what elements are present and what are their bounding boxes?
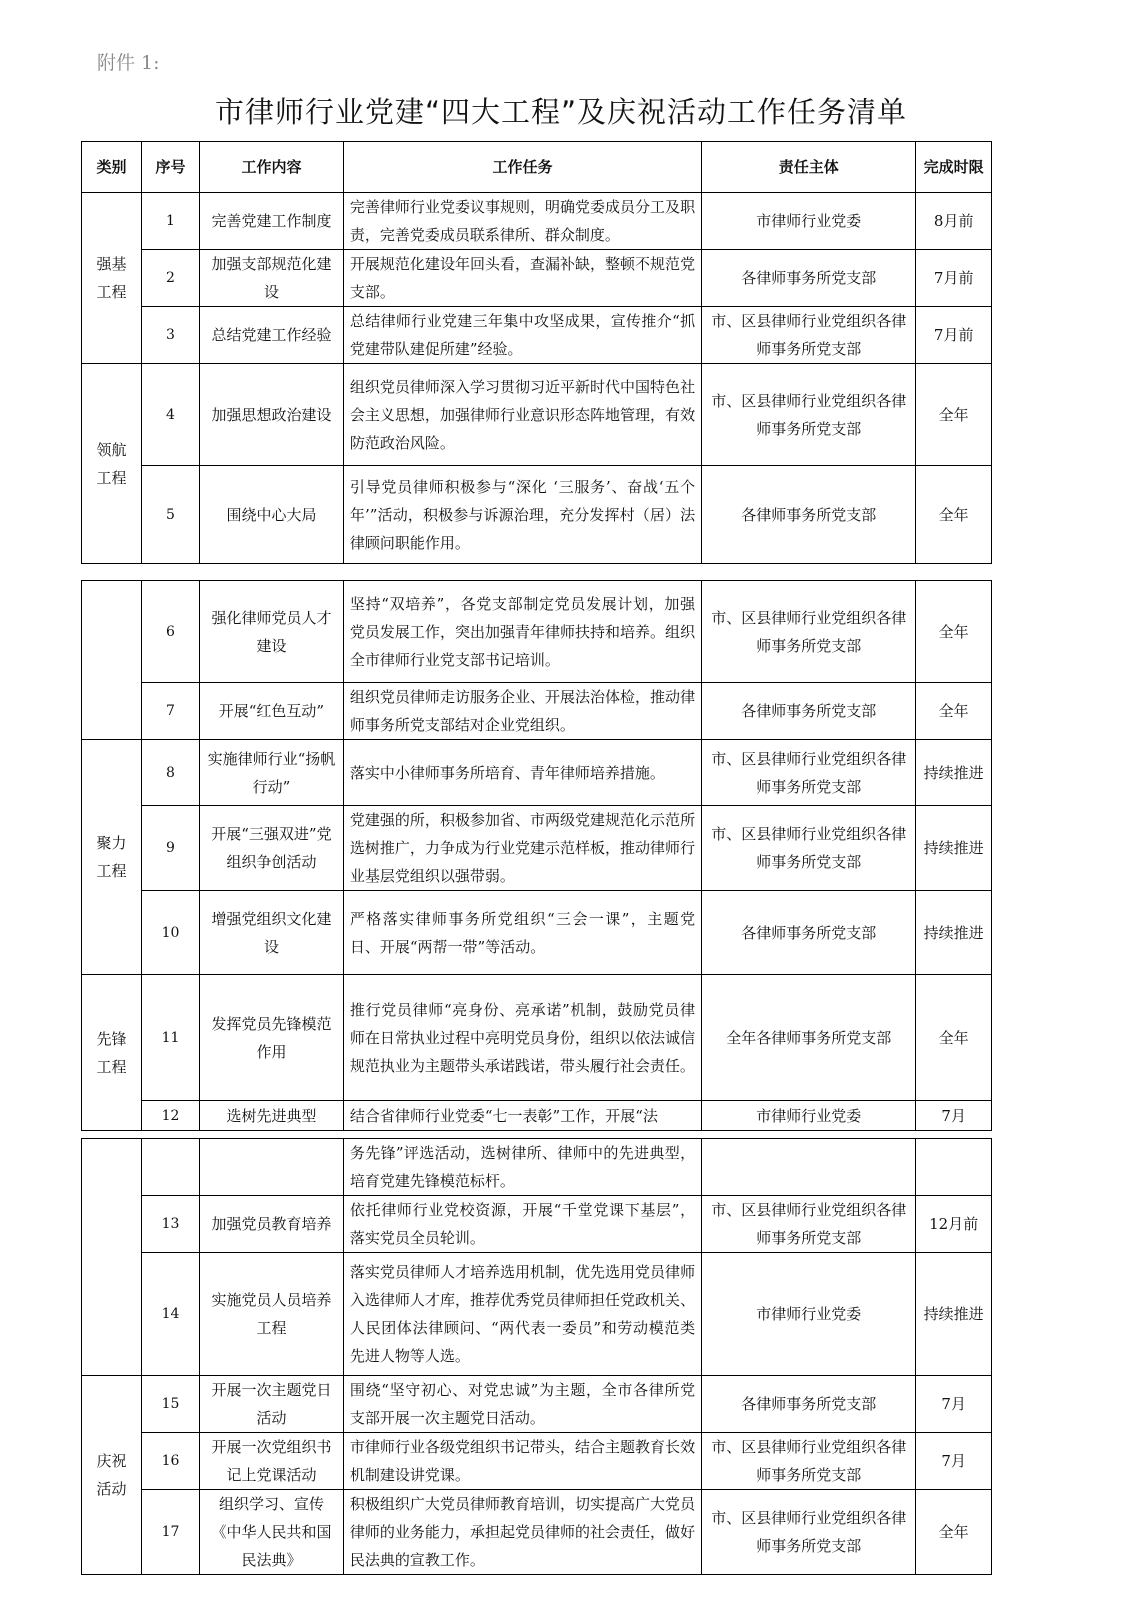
category-cell: 庆祝活动 — [82, 1376, 142, 1575]
task-cell: 落实中小律师事务所培育、青年律师培养措施。 — [343, 740, 701, 806]
table-header-row — [82, 142, 992, 193]
deadline-cell: 7月 — [916, 1376, 992, 1433]
subject-cell: 市律师行业党委 — [702, 1253, 916, 1376]
seq-cell: 3 — [142, 307, 200, 364]
deadline-cell: 全年 — [916, 975, 992, 1101]
content-cell: 开展“红色互动” — [200, 683, 344, 740]
seq-cell: 8 — [142, 740, 200, 806]
attachment-label: 附件 1: — [97, 52, 160, 74]
task-cell: 结合省律师行业党委“七一表彰”工作，开展“法 — [343, 1101, 701, 1131]
category-cell: 强基工程 — [82, 193, 142, 364]
deadline-cell: 7月前 — [916, 250, 992, 307]
header-seq: 序号 — [142, 142, 200, 193]
subject-cell: 各律师事务所党支部 — [702, 891, 916, 975]
table-row — [82, 891, 992, 975]
content-cell: 围绕中心大局 — [200, 466, 344, 564]
content-cell: 组织学习、宣传《中华人民共和国民法典》 — [200, 1490, 344, 1575]
header-subject: 责任主体 — [702, 142, 916, 193]
content-cell: 开展“三强双进”党组织争创活动 — [200, 806, 344, 891]
seq-cell: 1 — [142, 193, 200, 250]
table-row — [82, 250, 992, 307]
content-cell: 强化律师党员人才建设 — [200, 581, 344, 683]
subject-cell: 市律师行业党委 — [702, 1101, 916, 1131]
task-cell: 总结律师行业党建三年集中攻坚成果，宣传推介“抓党建带队建促所建”经验。 — [343, 307, 701, 364]
seq-cell: 4 — [142, 364, 200, 466]
category-cell: 领航工程 — [82, 364, 142, 564]
seq-cell: 2 — [142, 250, 200, 307]
content-cell: 发挥党员先锋模范作用 — [200, 975, 344, 1101]
subject-cell: 各律师事务所党支部 — [702, 466, 916, 564]
seq-cell: 17 — [142, 1490, 200, 1575]
seq-cell: 10 — [142, 891, 200, 975]
deadline-cell: 持续推进 — [916, 806, 992, 891]
task-cell: 党建强的所，积极参加省、市两级党建规范化示范所选树推广，力争成为行业党建示范样板，推动律师行业基层党组织以强带弱。 — [343, 806, 701, 891]
deadline-cell: 持续推进 — [916, 891, 992, 975]
header-task: 工作任务 — [343, 142, 701, 193]
subject-cell: 各律师事务所党支部 — [702, 683, 916, 740]
seq-cell: 15 — [142, 1376, 200, 1433]
table-row — [82, 740, 992, 806]
table-row — [82, 975, 992, 1101]
task-cell: 务先锋”评选活动，选树律所、律师中的先进典型，培育党建先锋模范标杆。 — [343, 1139, 701, 1196]
deadline-cell — [916, 1139, 992, 1196]
subject-cell: 全年各律师事务所党支部 — [702, 975, 916, 1101]
subject-cell: 各律师事务所党支部 — [702, 1376, 916, 1433]
task-cell: 坚持“双培养”，各党支部制定党员发展计划，加强党员发展工作，突出加强青年律师扶持和培养。组织全市律师行业党支部书记培训。 — [343, 581, 701, 683]
content-cell: 实施党员人员培养工程 — [200, 1253, 344, 1376]
content-cell: 加强支部规范化建设 — [200, 250, 344, 307]
task-cell: 落实党员律师人才培养选用机制，优先选用党员律师入选律师人才库，推荐优秀党员律师担任党政机关、人民团体法律顾问、“两代表一委员”和劳动模范类先进人物等人选。 — [343, 1253, 701, 1376]
task-cell: 引导党员律师积极参与“深化 ‘三服务’、奋战‘五个年’”活动，积极参与诉源治理，充分发挥村（居）法律顾问职能作用。 — [343, 466, 701, 564]
seq-cell: 12 — [142, 1101, 200, 1131]
content-cell: 开展一次主题党日活动 — [200, 1376, 344, 1433]
subject-cell: 市、区县律师行业党组织各律师事务所党支部 — [702, 806, 916, 891]
task-cell: 完善律师行业党委议事规则，明确党委成员分工及职责，完善党委成员联系律所、群众制度。 — [343, 193, 701, 250]
deadline-cell: 7月 — [916, 1101, 992, 1131]
seq-cell: 7 — [142, 683, 200, 740]
task-cell: 依托律师行业党校资源，开展“千堂党课下基层”，落实党员全员轮训。 — [343, 1196, 701, 1253]
table-row — [82, 307, 992, 364]
task-cell: 组织党员律师深入学习贯彻习近平新时代中国特色社会主义思想，加强律师行业意识形态阵地管理，有效防范政治风险。 — [343, 364, 701, 466]
task-cell: 推行党员律师“亮身份、亮承诺”机制，鼓励党员律师在日常执业过程中亮明党员身份，组织以依法诚信规范执业为主题带头承诺践诺，带头履行社会责任。 — [343, 975, 701, 1101]
document-title: 市律师行业党建“四大工程”及庆祝活动工作任务清单 — [214, 95, 908, 129]
table-row — [82, 466, 992, 564]
task-table-part-2 — [81, 580, 992, 1131]
content-cell: 加强党员教育培养 — [200, 1196, 344, 1253]
seq-cell: 6 — [142, 581, 200, 683]
deadline-cell: 全年 — [916, 364, 992, 466]
header-deadline: 完成时限 — [916, 142, 992, 193]
deadline-cell: 12月前 — [916, 1196, 992, 1253]
seq-cell — [142, 1139, 200, 1196]
seq-cell: 5 — [142, 466, 200, 564]
table-row — [82, 1196, 992, 1253]
table-row — [82, 193, 992, 250]
subject-cell: 市、区县律师行业党组织各律师事务所党支部 — [702, 1433, 916, 1490]
table-row — [82, 1490, 992, 1575]
subject-cell — [702, 1139, 916, 1196]
header-category: 类别 — [82, 142, 142, 193]
content-cell: 开展一次党组织书记上党课活动 — [200, 1433, 344, 1490]
subject-cell: 市、区县律师行业党组织各律师事务所党支部 — [702, 740, 916, 806]
table-row — [82, 683, 992, 740]
table-row — [82, 1101, 992, 1131]
deadline-cell: 全年 — [916, 683, 992, 740]
deadline-cell: 全年 — [916, 1490, 992, 1575]
seq-cell: 11 — [142, 975, 200, 1101]
table-row — [82, 1433, 992, 1490]
seq-cell: 9 — [142, 806, 200, 891]
content-cell — [200, 1139, 344, 1196]
category-cell-empty — [82, 581, 142, 740]
deadline-cell: 持续推进 — [916, 1253, 992, 1376]
seq-cell: 16 — [142, 1433, 200, 1490]
task-cell: 开展规范化建设年回头看，查漏补缺，整顿不规范党支部。 — [343, 250, 701, 307]
table-row — [82, 806, 992, 891]
category-cell: 先锋工程 — [82, 975, 142, 1131]
deadline-cell: 7月前 — [916, 307, 992, 364]
deadline-cell: 全年 — [916, 466, 992, 564]
seq-cell: 13 — [142, 1196, 200, 1253]
task-cell: 积极组织广大党员律师教育培训，切实提高广大党员律师的业务能力，承担起党员律师的社会责任，做好民法典的宣教工作。 — [343, 1490, 701, 1575]
task-cell: 市律师行业各级党组织书记带头，结合主题教育长效机制建设讲党课。 — [343, 1433, 701, 1490]
content-cell: 总结党建工作经验 — [200, 307, 344, 364]
task-cell: 围绕“坚守初心、对党忠诚”为主题，全市各律所党支部开展一次主题党日活动。 — [343, 1376, 701, 1433]
content-cell: 增强党组织文化建设 — [200, 891, 344, 975]
table-row — [82, 1376, 992, 1433]
table-row — [82, 1253, 992, 1376]
subject-cell: 市律师行业党委 — [702, 193, 916, 250]
table-row — [82, 581, 992, 683]
deadline-cell: 全年 — [916, 581, 992, 683]
deadline-cell: 持续推进 — [916, 740, 992, 806]
subject-cell: 市、区县律师行业党组织各律师事务所党支部 — [702, 1490, 916, 1575]
task-cell: 组织党员律师走访服务企业、开展法治体检，推动律师事务所党支部结对企业党组织。 — [343, 683, 701, 740]
task-table-part-1 — [81, 141, 992, 564]
seq-cell: 14 — [142, 1253, 200, 1376]
task-cell: 严格落实律师事务所党组织“三会一课”，主题党日、开展“两帮一带”等活动。 — [343, 891, 701, 975]
category-cell-empty — [82, 1139, 142, 1376]
deadline-cell: 7月 — [916, 1433, 992, 1490]
content-cell: 加强思想政治建设 — [200, 364, 344, 466]
category-cell: 聚力工程 — [82, 740, 142, 975]
content-cell: 完善党建工作制度 — [200, 193, 344, 250]
content-cell: 实施律师行业“扬帆行动” — [200, 740, 344, 806]
table-row — [82, 1139, 992, 1196]
subject-cell: 市、区县律师行业党组织各律师事务所党支部 — [702, 1196, 916, 1253]
task-table-part-3 — [81, 1138, 992, 1575]
subject-cell: 市、区县律师行业党组织各律师事务所党支部 — [702, 307, 916, 364]
table-row — [82, 364, 992, 466]
header-content: 工作内容 — [200, 142, 344, 193]
content-cell: 选树先进典型 — [200, 1101, 344, 1131]
subject-cell: 各律师事务所党支部 — [702, 250, 916, 307]
deadline-cell: 8月前 — [916, 193, 992, 250]
subject-cell: 市、区县律师行业党组织各律师事务所党支部 — [702, 581, 916, 683]
subject-cell: 市、区县律师行业党组织各律师事务所党支部 — [702, 364, 916, 466]
